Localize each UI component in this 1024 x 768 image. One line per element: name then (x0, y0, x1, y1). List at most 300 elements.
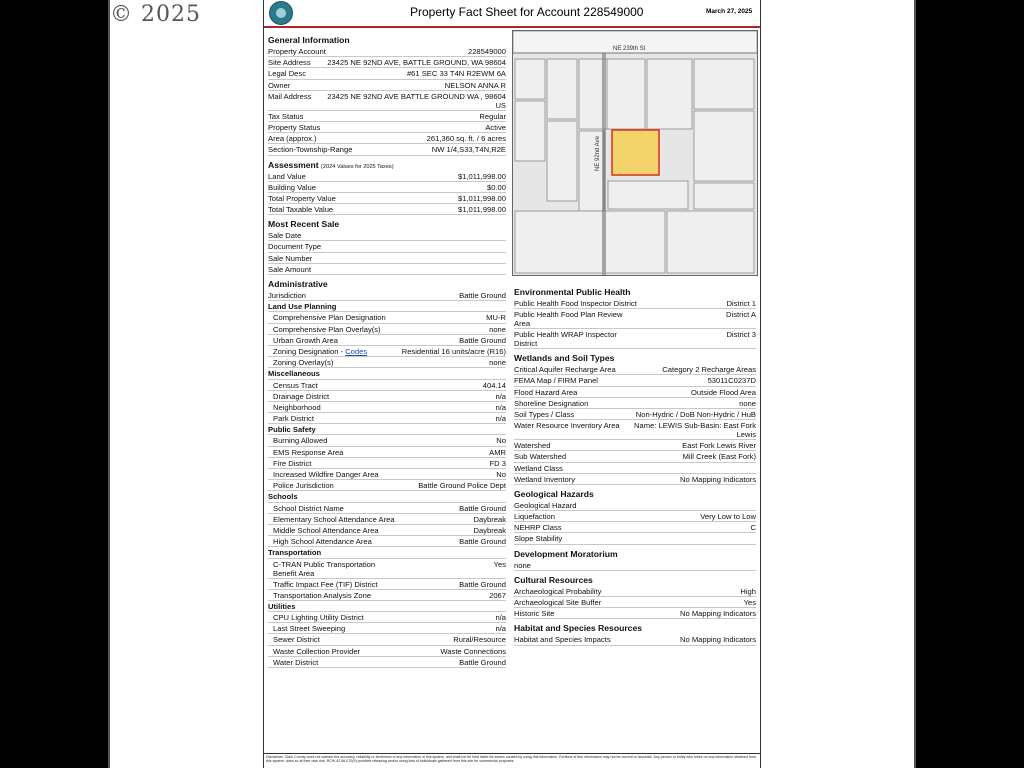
field-label (514, 376, 598, 385)
field-label (268, 548, 321, 557)
field-value: 404.14 (482, 380, 506, 390)
field-label (268, 459, 311, 468)
field-label-text: Public Health Food Inspector District (514, 299, 637, 308)
field-label (268, 231, 301, 240)
field-label-text: Archaeological Probability (514, 586, 602, 596)
field-label (514, 609, 555, 618)
field-label-text: Comprehensive Plan Overlay(s) (273, 324, 381, 334)
field-value: AMR (489, 447, 506, 457)
field-label-text: Legal Desc (268, 69, 306, 79)
field-row (268, 111, 506, 122)
copyright-watermark: © 2025 (110, 2, 201, 27)
field-label (268, 492, 298, 501)
field-label-text: Comprehensive Plan Designation (273, 313, 386, 323)
field-row (268, 536, 506, 547)
field-value: District 1 (726, 299, 756, 308)
field-label (514, 587, 601, 596)
field-value: Battle Ground (459, 335, 506, 345)
field-label-text: Sub Watershed (514, 452, 567, 462)
field-value: Regular (479, 111, 506, 121)
field-row (514, 463, 756, 474)
field-label (268, 436, 327, 445)
field-label (514, 501, 576, 510)
field-label (268, 183, 316, 192)
field-label (268, 392, 329, 401)
field-row (268, 346, 506, 357)
field-row (514, 500, 756, 511)
field-value: Rural/Resource (453, 635, 506, 645)
field-value: none (489, 358, 506, 368)
field-label-text: Land Use Planning (268, 302, 337, 312)
field-label-text: EMS Response Area (273, 447, 344, 457)
field-label (268, 403, 321, 412)
field-label-text: NEHRP Class (514, 523, 562, 533)
field-row (514, 560, 756, 571)
field-label (268, 635, 320, 644)
field-value: Battle Ground Police Dept (418, 481, 506, 491)
field-value: East Fork Lewis River (682, 441, 756, 451)
field-label (268, 602, 295, 611)
field-label-text: Drainage District (273, 391, 330, 401)
field-label (268, 254, 312, 263)
field-value: Outside Flood Area (690, 387, 756, 397)
field-value: n/a (495, 414, 506, 424)
field-label-text: Wetland Inventory (514, 474, 576, 484)
field-label-text: High School Attendance Area (273, 537, 372, 547)
field-label-text: Transportation (268, 548, 322, 558)
field-label (514, 635, 611, 644)
field-value: Daybreak (473, 525, 506, 535)
field-value: n/a (495, 402, 506, 412)
field-label (268, 242, 321, 251)
field-row (268, 144, 506, 155)
field-row (268, 324, 506, 335)
field-row (514, 298, 756, 309)
disclaimer: Disclaimer: Clark County does not warrant the accuracy, reliability or timeliness of any information in this system, and shall not be held liable for losses caused by using this information. Portions of this information may not be current or accurate. Any person or entity who relies on any information obtained from this system, does so at their own risk. RCW 42.56.070(9) prohibits releasing and/or using lists of individuals gathered from this site for commercial purposes. (264, 753, 760, 764)
section-heading (268, 34, 506, 46)
codes-link[interactable]: Codes (345, 346, 368, 356)
field-value: No Mapping Indicators (680, 635, 756, 645)
field-label-text: Habitat and Species Impacts (514, 635, 611, 645)
field-value: No Mapping Indicators (680, 474, 756, 484)
field-label-text: Schools (268, 492, 298, 502)
field-value: NELSON ANNA R (444, 80, 506, 90)
field-value: MU-R (486, 313, 506, 323)
county-logo-icon (269, 1, 293, 25)
field-label (268, 414, 314, 423)
field-label-text: Park District (273, 414, 314, 424)
field-label-text: Water District (273, 657, 319, 667)
field-row (268, 612, 506, 623)
field-label (514, 561, 531, 570)
field-value: none (489, 324, 506, 334)
field-label-text: Wetland Class (514, 463, 563, 473)
field-label-text: Flood Hazard Area (514, 387, 578, 397)
field-label-text: Total Taxable Value (268, 205, 334, 215)
field-row (268, 634, 506, 645)
field-row (268, 590, 506, 601)
page-title: Property Fact Sheet for Account 228549000 (410, 5, 644, 19)
left-column (268, 31, 506, 668)
field-value: Category 2 Recharge Areas (662, 365, 756, 375)
field-label-text: Tax Status (268, 111, 304, 121)
field-row (268, 312, 506, 323)
field-value: none (739, 398, 756, 408)
field-label (268, 580, 378, 589)
field-row (514, 586, 756, 597)
field-label (514, 365, 616, 374)
header-divider (264, 26, 760, 28)
field-value: Waste Connections (440, 646, 506, 656)
field-row (514, 387, 756, 398)
field-row (268, 46, 506, 57)
subsection-row (268, 301, 506, 312)
field-label-text: Jurisdiction (268, 291, 306, 300)
field-row (268, 91, 506, 111)
field-label-text: Zoning Designation - (273, 346, 346, 356)
field-label-text: Police Jurisdiction (273, 481, 334, 491)
field-value: Non-Hydric / DoB Non-Hydric / HuB (635, 409, 756, 419)
field-row (268, 402, 506, 413)
field-label-text: Archaeological Site Buffer (514, 598, 602, 607)
field-row (514, 420, 756, 440)
field-label (268, 265, 311, 274)
field-label-text: Last Street Sweeping (273, 624, 346, 634)
field-label-text: Sale Number (268, 253, 313, 263)
field-label (268, 194, 336, 203)
field-label (514, 421, 620, 430)
field-label (514, 534, 562, 543)
field-row (268, 435, 506, 446)
field-label-text: Traffic Impact Fee (TIF) District (273, 579, 378, 589)
field-row (268, 204, 506, 215)
field-value: No (496, 470, 506, 479)
field-row (268, 514, 506, 525)
field-label (268, 515, 395, 524)
section-heading (514, 622, 756, 634)
field-row (514, 634, 756, 645)
field-value: Yes (493, 559, 506, 569)
field-label (514, 512, 555, 521)
field-value: Mill Creek (East Fork) (682, 452, 756, 462)
field-label-text: Public Safety (268, 425, 316, 435)
field-label (268, 92, 311, 101)
field-row (268, 193, 506, 204)
section-heading-text: General Information (268, 35, 350, 45)
field-value: Name: LEWIS Sub-Basin: East Fork Lewis (634, 421, 756, 440)
field-value: Battle Ground (459, 537, 506, 547)
field-label-text: Transportation Analysis Zone (273, 590, 372, 600)
field-row (268, 264, 506, 275)
field-row (514, 533, 756, 544)
field-row (268, 380, 506, 391)
field-label (268, 358, 333, 367)
field-label-text: Public Health Food Plan Review Area (514, 310, 623, 329)
field-label-text: Sale Date (268, 231, 302, 241)
field-value: Yes (743, 598, 756, 607)
section-heading (514, 286, 756, 298)
field-row (268, 525, 506, 536)
field-row (514, 511, 756, 522)
field-label (268, 381, 318, 390)
field-value: 23425 NE 92ND AVE, BATTLE GROUND, WA 98604 (327, 58, 506, 68)
field-value: $1,011,998.00 (458, 193, 506, 203)
field-row (268, 458, 506, 469)
subsection-row (268, 547, 506, 558)
section-heading-text: Wetlands and Soil Types (514, 353, 615, 364)
field-label-text: Shoreline Designation (514, 398, 589, 408)
field-row (268, 68, 506, 79)
section-heading-text: Administrative (268, 279, 328, 289)
field-label (514, 299, 637, 308)
field-label (268, 302, 336, 311)
field-row (514, 329, 756, 349)
field-label-text: Sale Amount (268, 264, 312, 274)
field-value: $0.00 (486, 182, 506, 192)
field-label-text: FEMA Map / FIRM Panel (514, 376, 598, 386)
field-row (514, 398, 756, 409)
section-heading (268, 278, 506, 290)
subject-parcel-highlight (612, 130, 659, 175)
field-value: District A (726, 310, 756, 320)
field-label-text: Section-Township-Range (268, 145, 353, 155)
field-label (268, 481, 334, 490)
section-heading-text: Development Moratorium (514, 548, 618, 559)
field-label-text: Site Address (268, 58, 311, 68)
field-value: $1,011,998.00 (458, 171, 506, 181)
field-label (268, 347, 367, 356)
field-label (268, 425, 316, 434)
field-label-text: Elementary School Attendance Area (273, 514, 395, 524)
field-label-text: Watershed (514, 441, 551, 451)
field-label (514, 330, 640, 348)
field-label-text: Burning Allowed (273, 436, 328, 446)
section-heading-text: Environmental Public Health (514, 287, 631, 297)
field-label (268, 591, 371, 600)
field-label-text: Middle School Attendance Area (273, 525, 379, 535)
field-value: 228549000 (467, 47, 506, 56)
field-value: Battle Ground (459, 657, 506, 667)
field-label (514, 399, 588, 408)
field-value: Active (485, 122, 506, 132)
field-row (268, 503, 506, 514)
field-label (268, 560, 397, 578)
field-label (268, 172, 306, 181)
field-row (268, 171, 506, 182)
section-heading (514, 488, 756, 500)
field-label-text: CPU Lighting Utility District (273, 613, 364, 623)
field-label-text: Owner (268, 80, 291, 90)
field-value: C (750, 523, 756, 533)
field-row (268, 122, 506, 133)
map-label-avenue: NE 92nd Ave (595, 136, 601, 171)
field-value: 23425 NE 92ND AVE BATTLE GROUND WA , 98604 US (327, 91, 506, 110)
field-label (268, 112, 303, 121)
field-row (268, 391, 506, 402)
parcel-map[interactable] (512, 30, 758, 276)
field-label-text: Area (approx.) (268, 134, 317, 144)
field-row (268, 241, 506, 252)
field-value: Battle Ground (459, 291, 506, 300)
field-label (268, 336, 338, 345)
field-label-text: Increased Wildfire Danger Area (273, 470, 379, 479)
section-heading-text: Assessment (268, 159, 319, 170)
field-label (268, 81, 290, 90)
field-label (268, 313, 386, 322)
field-value: No (496, 436, 506, 446)
field-value: #61 SEC 33 T4N R2EWM 6A (406, 69, 506, 79)
field-label (268, 369, 320, 378)
field-label-text: Census Tract (273, 380, 318, 390)
field-row (268, 57, 506, 68)
subsection-row (268, 424, 506, 435)
field-row (268, 290, 506, 301)
field-value: 261,360 sq. ft. / 6 acres (426, 134, 506, 144)
field-label-text: Building Value (268, 182, 316, 192)
field-row (514, 409, 756, 420)
field-label-text: Property Account (268, 47, 326, 56)
field-row (268, 623, 506, 634)
field-label (268, 613, 364, 622)
field-row (514, 451, 756, 462)
field-row (514, 440, 756, 451)
right-column (514, 283, 756, 646)
field-row (268, 413, 506, 424)
field-row (268, 253, 506, 264)
field-row (514, 309, 756, 329)
field-row (268, 559, 506, 579)
field-row (268, 182, 506, 193)
field-row (268, 80, 506, 91)
field-label-text: Total Property Value (268, 193, 336, 203)
field-row (268, 230, 506, 241)
field-label-text: Land Value (268, 171, 306, 181)
field-label (514, 441, 550, 450)
field-label (514, 464, 563, 473)
field-label (514, 410, 574, 419)
field-label (514, 475, 575, 484)
field-value: 53011C0237D (707, 376, 756, 386)
field-value: FD 3 (489, 458, 506, 468)
field-label-text: Waste Collection Provider (273, 646, 361, 656)
field-row (268, 579, 506, 590)
subsection-row (268, 368, 506, 379)
field-label-text: School District Name (273, 503, 344, 513)
section-heading-text: Habitat and Species Resources (514, 623, 642, 634)
parcel-map-svg (513, 31, 757, 275)
field-label (268, 647, 360, 656)
field-value: Residential 16 units/acre (R16) (401, 346, 506, 356)
field-row (268, 447, 506, 458)
field-label (268, 325, 381, 334)
field-label (514, 388, 577, 397)
field-label-text: C-TRAN Public Transportation Benefit Area (273, 559, 376, 578)
field-value: No Mapping Indicators (680, 609, 756, 619)
section-heading-text: Most Recent Sale (268, 219, 340, 230)
section-heading-text: Geological Hazards (514, 488, 594, 499)
section-note: (2024 Values for 2025 Taxes) (321, 163, 394, 170)
field-label-text: Slope Stability (514, 534, 563, 544)
section-heading (268, 218, 506, 230)
field-label (268, 537, 372, 546)
field-label (268, 448, 344, 457)
field-label-text: Geological Hazard (514, 500, 577, 510)
subsection-row (268, 601, 506, 612)
field-value: n/a (495, 391, 506, 401)
field-row (268, 646, 506, 657)
section-heading-text: Cultural Resources (514, 574, 593, 585)
field-value: n/a (495, 624, 506, 634)
field-row (268, 335, 506, 346)
field-label (268, 504, 344, 513)
field-label (514, 310, 640, 328)
field-label-text: Utilities (268, 601, 296, 611)
field-label (268, 69, 306, 78)
field-label-text: Water Resource Inventory Area (514, 421, 620, 431)
field-label (268, 658, 318, 667)
field-row (268, 480, 506, 491)
field-label (514, 452, 566, 461)
field-label (268, 134, 317, 143)
field-label-text: Mail Address (268, 91, 312, 101)
field-value: Battle Ground (459, 503, 506, 513)
map-label-street: NE 239th St (613, 46, 646, 52)
field-label-text: Public Health WRAP Inspector District (514, 330, 617, 349)
field-label (268, 205, 333, 214)
field-label (268, 291, 306, 300)
field-label-text: Fire District (273, 458, 312, 468)
field-value: 2067 (489, 590, 506, 600)
field-label-text: Critical Aquifer Recharge Area (514, 365, 616, 375)
field-label-text: Neighborhood (273, 402, 321, 412)
field-label-text: Document Type (268, 242, 322, 252)
field-label-text: none (514, 560, 531, 570)
field-label (268, 470, 379, 479)
field-label (268, 47, 326, 56)
field-label-text: Miscellaneous (268, 369, 320, 379)
subsection-row (268, 491, 506, 502)
field-label (268, 58, 311, 67)
field-label (268, 526, 379, 535)
report-date: March 27, 2025 (706, 8, 753, 15)
field-row (514, 375, 756, 386)
field-value: NW 1/4,S33,T4N,R2E (431, 145, 506, 155)
section-heading (514, 548, 756, 560)
field-row (268, 657, 506, 668)
field-row (514, 597, 756, 608)
field-label-text: Historic Site (514, 609, 555, 619)
field-label-text: Property Status (268, 122, 321, 132)
field-label-text: Soil Types / Class (514, 409, 575, 419)
field-label (514, 598, 601, 607)
field-label (268, 624, 345, 633)
field-label-text: Sewer District (273, 635, 320, 645)
field-value: High (740, 586, 756, 596)
section-heading (514, 574, 756, 586)
field-row (514, 364, 756, 375)
field-value: $1,011,998.00 (458, 205, 506, 215)
field-row (268, 357, 506, 368)
field-label (268, 145, 352, 154)
field-label-text: Liquefaction (514, 512, 555, 522)
field-label-text: Urban Growth Area (273, 335, 338, 345)
field-value: n/a (495, 613, 506, 623)
field-row (268, 133, 506, 144)
field-label (514, 523, 562, 532)
field-row (268, 469, 506, 480)
field-value: District 3 (726, 330, 756, 340)
field-value: Battle Ground (459, 579, 506, 589)
